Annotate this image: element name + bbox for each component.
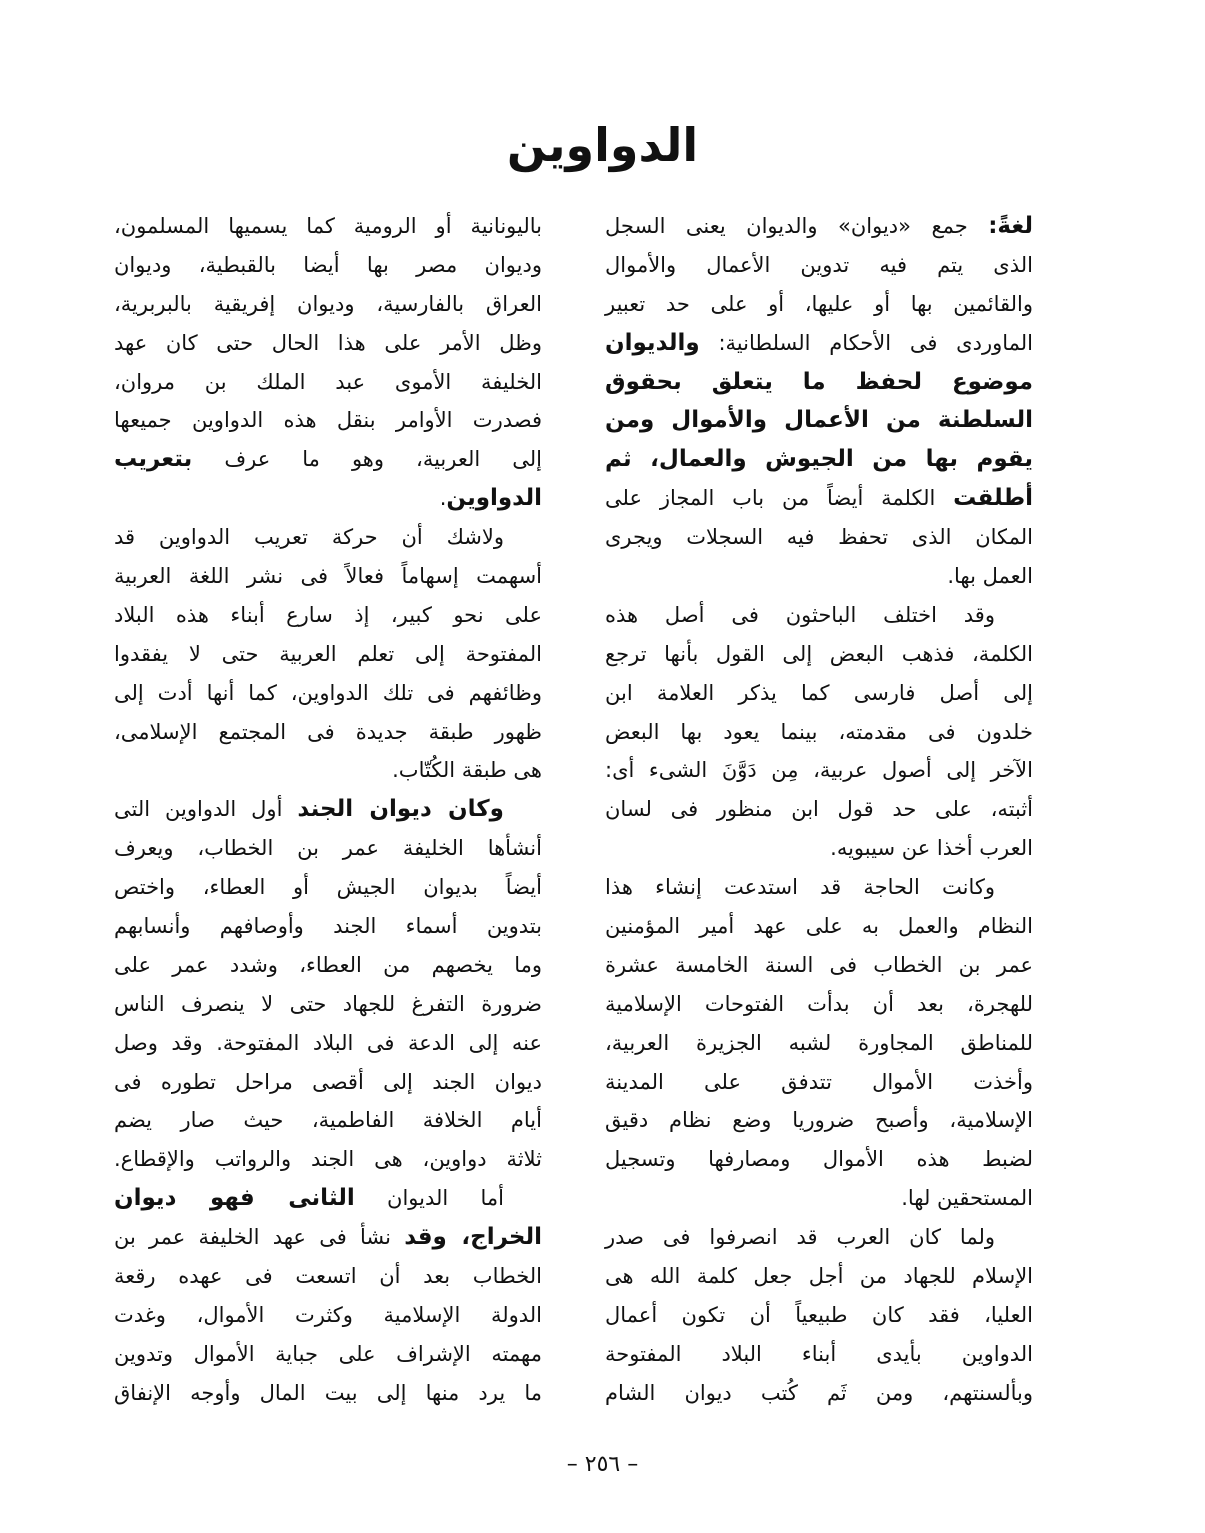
text-line bbox=[114, 946, 542, 985]
text-line bbox=[605, 1101, 1033, 1140]
text-line bbox=[605, 674, 1033, 713]
text-segment: ديوان الجند إلى أقصى مراحل تطوره فى bbox=[114, 1069, 542, 1094]
text-segment: إلى العربية، وهو ما عرف bbox=[192, 447, 542, 472]
text-line bbox=[114, 1024, 542, 1063]
text-line bbox=[114, 207, 542, 246]
text-line bbox=[114, 1374, 542, 1413]
text-segment: ظهور طبقة جديدة فى المجتمع الإسلامى، bbox=[114, 719, 542, 744]
bold-text: بتعريب bbox=[114, 446, 193, 473]
text-segment: أيضاً بديوان الجيش أو العطاء، واختص bbox=[114, 875, 542, 900]
text-segment: الذى يتم فيه تدوين الأعمال والأموال bbox=[605, 252, 1033, 277]
text-line bbox=[605, 1140, 1033, 1179]
text-line bbox=[114, 1296, 542, 1335]
text-segment: ولاشك أن حركة تعريب الدواوين قد bbox=[114, 525, 504, 550]
text-line bbox=[114, 440, 542, 479]
text-line bbox=[605, 1179, 1033, 1218]
text-line bbox=[114, 674, 542, 713]
text-line bbox=[114, 1257, 542, 1296]
bold-text: الثانى فهو ديوان bbox=[114, 1185, 355, 1212]
text-segment: وديوان مصر بها أيضا بالقبطية، وديوان bbox=[114, 252, 542, 277]
text-segment: ولما كان العرب قد انصرفوا فى صدر bbox=[605, 1225, 995, 1250]
text-segment: العرب أخذا عن سيبويه. bbox=[830, 836, 1033, 861]
text-line bbox=[605, 1024, 1033, 1063]
text-line bbox=[605, 868, 1033, 907]
text-segment: وقد اختلف الباحثون فى أصل هذه bbox=[605, 602, 995, 627]
text-line bbox=[605, 557, 1033, 596]
text-segment: هى طبقة الكُتّاب. bbox=[392, 758, 542, 783]
text-segment: وكانت الحاجة قد استدعت إنشاء هذا bbox=[605, 875, 995, 900]
text-segment: وظل الأمر على هذا الحال حتى كان عهد bbox=[114, 330, 542, 355]
text-line bbox=[605, 1335, 1033, 1374]
text-line bbox=[605, 635, 1033, 674]
text-line bbox=[114, 985, 542, 1024]
text-line bbox=[605, 1257, 1033, 1296]
text-line bbox=[605, 1218, 1033, 1257]
text-segment: أول الدواوين التى bbox=[114, 797, 298, 822]
bold-text: لغةً: bbox=[988, 213, 1033, 239]
text-segment: العليا، فقد كان طبيعياً أن تكون أعمال bbox=[605, 1302, 1033, 1327]
text-segment: المفتوحة إلى تعلم العربية حتى لا يفقدوا bbox=[114, 641, 542, 666]
text-line bbox=[605, 401, 1033, 440]
text-line bbox=[605, 246, 1033, 285]
text-line bbox=[114, 907, 542, 946]
text-segment: أما الديوان bbox=[354, 1186, 504, 1211]
text-segment: وما يخصهم من العطاء، وشدد عمر على bbox=[114, 952, 542, 977]
text-segment: النظام والعمل به على عهد أمير المؤمنين bbox=[605, 914, 1033, 939]
text-segment: إلى أصل فارسى كما يذكر العلامة ابن bbox=[605, 680, 1033, 705]
text-segment: المكان الذى تحفظ فيه السجلات ويجرى bbox=[605, 525, 1033, 550]
text-line bbox=[114, 829, 542, 868]
text-segment: جمع «ديوان» والديوان يعنى السجل bbox=[605, 214, 989, 238]
text-segment: المستحقين لها. bbox=[901, 1186, 1033, 1211]
text-segment: . bbox=[439, 486, 447, 511]
text-segment: باليونانية أو الرومية كما يسميها المسلمون، bbox=[114, 214, 542, 238]
bold-text: يقوم بها من الجيوش والعمال، ثم bbox=[605, 446, 1033, 473]
text-segment: ثلاثة دواوين، هى الجند والرواتب والإقطاع. bbox=[114, 1147, 542, 1172]
text-line bbox=[605, 790, 1033, 829]
text-line bbox=[605, 1374, 1033, 1413]
text-segment: وظائفهم فى تلك الدواوين، كما أنها أدت إلى bbox=[114, 680, 542, 705]
bold-text: موضوع لحفظ ما يتعلق بحقوق bbox=[605, 368, 1033, 395]
text-segment: العراق بالفارسية، وديوان إفريقية بالبربرية، bbox=[114, 291, 542, 316]
text-line bbox=[605, 985, 1033, 1024]
right-column bbox=[605, 207, 1033, 1413]
text-line bbox=[114, 479, 542, 518]
text-segment: والقائمين بها أو عليها، أو على حد تعبير bbox=[605, 291, 1033, 316]
text-line bbox=[114, 557, 542, 596]
text-segment: الآخر إلى أصول عربية، مِن دَوَّنَ الشىء أى: bbox=[605, 758, 1033, 783]
text-line bbox=[605, 713, 1033, 752]
text-segment: الدولة الإسلامية وكثرت الأموال، وغدت bbox=[114, 1302, 542, 1327]
text-line bbox=[114, 751, 542, 790]
text-line bbox=[605, 363, 1033, 402]
text-segment: لضبط هذه الأموال ومصارفها وتسجيل bbox=[605, 1147, 1033, 1172]
text-segment: الكلمة أيضاً من باب المجاز على bbox=[605, 486, 954, 511]
text-line bbox=[605, 518, 1033, 557]
text-segment: ضرورة التفرغ للجهاد حتى لا ينصرف الناس bbox=[114, 991, 542, 1016]
text-segment: الإسلام للجهاد من أجل جعل كلمة الله هى bbox=[605, 1264, 1033, 1289]
bold-text: الخراج، وقد bbox=[404, 1224, 542, 1251]
text-segment: الخطاب بعد أن اتسعت فى عهده رقعة bbox=[114, 1264, 542, 1289]
text-line bbox=[605, 829, 1033, 868]
text-segment: عنه إلى الدعة فى البلاد المفتوحة. وقد وصل bbox=[114, 1030, 542, 1055]
text-segment: فصدرت الأوامر بنقل هذه الدواوين جميعها bbox=[114, 408, 542, 433]
bold-text: الدواوين bbox=[446, 485, 542, 512]
text-line bbox=[114, 868, 542, 907]
text-segment: للمناطق المجاورة لشبه الجزيرة العربية، bbox=[605, 1030, 1033, 1055]
text-segment: أيام الخلافة الفاطمية، حيث صار يضم bbox=[114, 1108, 542, 1133]
text-line bbox=[605, 946, 1033, 985]
bold-text: وكان ديوان الجند bbox=[297, 796, 504, 823]
text-segment: الخليفة الأموى عبد الملك بن مروان، bbox=[114, 369, 542, 394]
text-line bbox=[605, 1063, 1033, 1102]
text-segment: بتدوين أسماء الجند وأوصافهم وأنسابهم bbox=[114, 914, 542, 939]
text-line bbox=[114, 324, 542, 363]
text-line bbox=[114, 285, 542, 324]
text-segment: الدواوين بأيدى أبناء البلاد المفتوحة bbox=[605, 1341, 1033, 1366]
text-segment: ما يرد منها إلى بيت المال وأوجه الإنفاق bbox=[114, 1380, 542, 1405]
text-segment: خلدون فى مقدمته، بينما يعود بها البعض bbox=[605, 719, 1033, 744]
text-line bbox=[114, 246, 542, 285]
text-segment: مهمته الإشراف على جباية الأموال وتدوين bbox=[114, 1341, 542, 1366]
text-segment: وأخذت الأموال تتدفق على المدينة bbox=[605, 1069, 1033, 1094]
bold-text: السلطنة من الأعمال والأموال ومن bbox=[605, 407, 1033, 434]
bold-text: أطلقت bbox=[953, 485, 1033, 512]
text-line bbox=[605, 596, 1033, 635]
text-segment: نشأ فى عهد الخليفة عمر بن bbox=[114, 1225, 405, 1250]
text-segment: الكلمة، فذهب البعض إلى القول بأنها ترجع bbox=[605, 641, 1033, 666]
left-column bbox=[114, 207, 542, 1413]
text-line bbox=[605, 751, 1033, 790]
text-line bbox=[605, 207, 1033, 246]
page-title: الدواوين bbox=[506, 118, 699, 172]
text-line bbox=[114, 596, 542, 635]
text-line bbox=[605, 907, 1033, 946]
text-line bbox=[114, 790, 542, 829]
text-line bbox=[114, 1140, 542, 1179]
text-segment: عمر بن الخطاب فى السنة الخامسة عشرة bbox=[605, 952, 1033, 977]
text-segment: للهجرة، بعد أن بدأت الفتوحات الإسلامية bbox=[605, 991, 1033, 1016]
bold-text: والديوان bbox=[605, 329, 700, 356]
text-line bbox=[114, 401, 542, 440]
text-line bbox=[114, 713, 542, 752]
text-line bbox=[114, 1179, 542, 1218]
text-line bbox=[114, 635, 542, 674]
text-segment: الماوردى فى الأحكام السلطانية: bbox=[699, 330, 1033, 355]
text-line bbox=[114, 1218, 542, 1257]
text-line bbox=[605, 1296, 1033, 1335]
page-number: – ٢٥٦ – bbox=[566, 1452, 639, 1477]
text-segment: أسهمت إسهاماً فعالاً فى نشر اللغة العربية bbox=[114, 564, 542, 589]
text-segment: الإسلامية، وأصبح ضروريا وضع نظام دقيق bbox=[605, 1108, 1033, 1133]
text-line bbox=[605, 479, 1033, 518]
text-line bbox=[114, 1335, 542, 1374]
text-line bbox=[114, 518, 542, 557]
text-line bbox=[605, 285, 1033, 324]
text-line bbox=[114, 1063, 542, 1102]
text-line bbox=[114, 363, 542, 402]
text-segment: على نحو كبير، إذ سارع أبناء هذه البلاد bbox=[114, 602, 542, 627]
text-segment: العمل بها. bbox=[947, 564, 1033, 589]
text-segment: وبألسنتهم، ومن ثَم كُتب ديوان الشام bbox=[605, 1380, 1033, 1405]
text-segment: أنشأها الخليفة عمر بن الخطاب، ويعرف bbox=[114, 836, 542, 861]
text-line bbox=[605, 440, 1033, 479]
text-line bbox=[605, 324, 1033, 363]
text-line bbox=[114, 1101, 542, 1140]
text-segment: أثبته، على حد قول ابن منظور فى لسان bbox=[605, 797, 1033, 822]
